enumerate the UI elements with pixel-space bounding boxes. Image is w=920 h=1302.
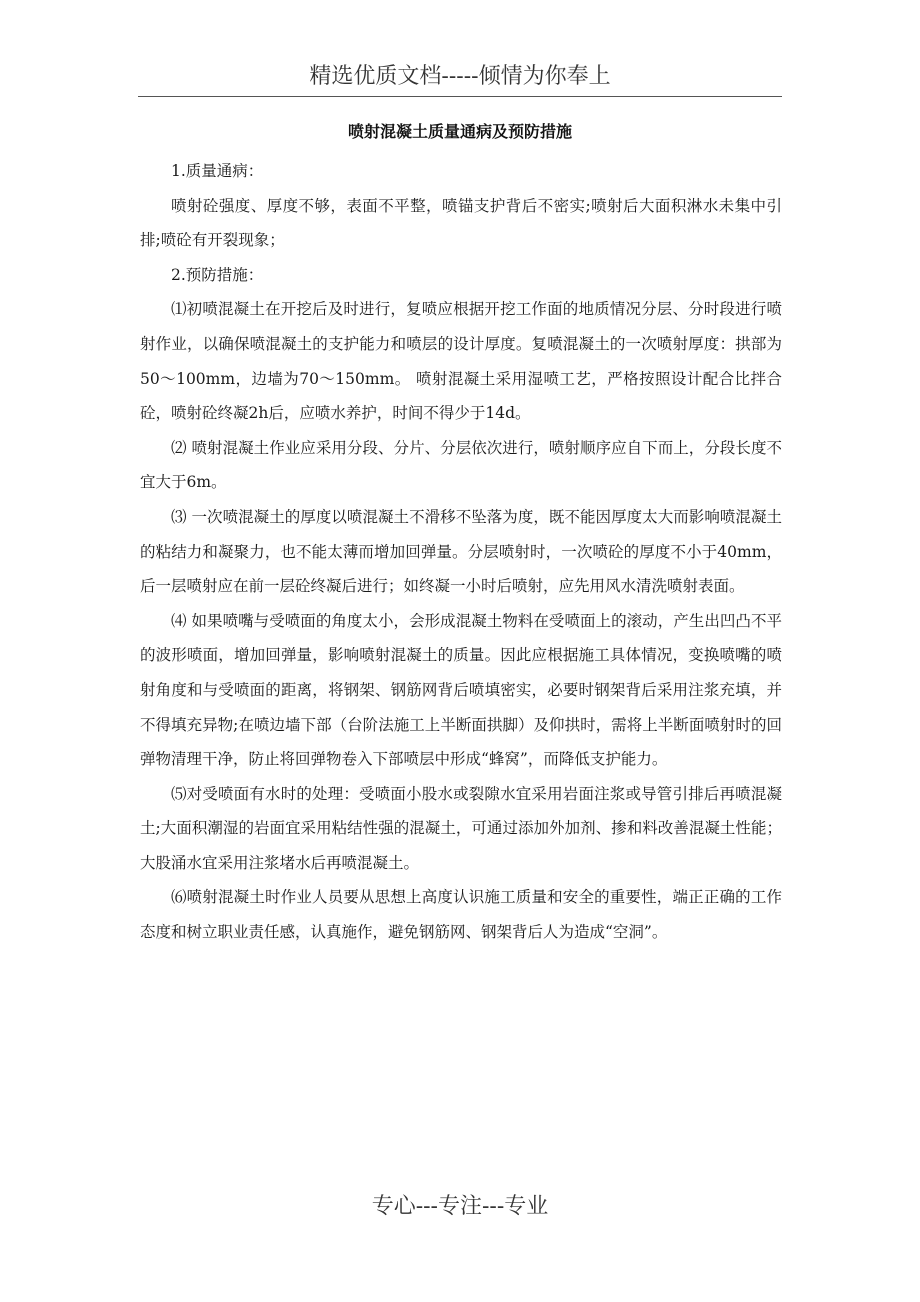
paragraph-measure-5: ⑸对受喷面有水时的处理：受喷面小股水或裂隙水宜采用岩面注浆或导管引排后再喷混凝土;大面积潮湿的岩面宜采用粘结性强的混凝土，可通过添加外加剂、掺和料改善混凝土性能；大股涌水宜采用注浆堵水后再喷混凝土。: [140, 784, 782, 872]
document-title: 喷射混凝土质量通病及预防措施: [347, 122, 572, 141]
section-heading-defects: 1.质量通病：: [171, 162, 264, 180]
paragraph-measure-2: ⑵ 喷射混凝土作业应采用分段、分片、分层依次进行，喷射顺序应自下而上，分段长度不宜大于6m。: [140, 438, 782, 492]
page-header: 精选优质文档-----倾情为你奉上: [138, 62, 782, 97]
paragraph-measure-6: ⑹喷射混凝土时作业人员要从思想上高度认识施工质量和安全的重要性，端正正确的工作态度和树立职业责任感，认真施作，避免钢筋网、钢架背后人为造成“空洞”。: [140, 888, 782, 942]
page-footer: 专心---专注---专业: [371, 1194, 549, 1219]
document-body: [140, 154, 782, 950]
section-heading-measures: 2.预防措施：: [171, 265, 264, 284]
paragraph-measure-4: ⑷ 如果喷嘴与受喷面的角度太小，会形成混凝土物料在受喷面上的滚动，产生出凹凸不平的波形喷面，增加回弹量，影响喷射混凝土的质量。因此应根据施工具体情况，变换喷嘴的喷射角度和与受喷面的距离，将钢架、钢筋网背后喷填密实，必要时钢架背后采用注浆充填，并不得填充异物;在喷边墙下部（台阶法施工上半断面拱脚）及仰拱时，需将上半断面喷射时的回弹物清理干净，防止将回弹物卷入下部喷层中形成“蜂窝”，而降低支护能力。: [140, 611, 782, 769]
paragraph-defects: 喷射砼强度、厚度不够，表面不平整，喷锚支护背后不密实;喷射后大面积淋水未集中引排;喷砼有开裂现象；: [140, 196, 782, 250]
paragraph-measure-1: ⑴初喷混凝土在开挖后及时进行，复喷应根据开挖工作面的地质情况分层、分时段进行喷射作业，以确保喷混凝土的支护能力和喷层的设计厚度。复喷混凝土的一次喷射厚度：拱部为50～100mm，边墙为70～150mm。 喷射混凝土采用湿喷工艺，严格按照设计配合比拌合砼，喷射砼终凝2h后，应喷水养护，时间不得少于14d。: [140, 300, 782, 423]
paragraph-measure-3: ⑶ 一次喷混凝土的厚度以喷混凝土不滑移不坠落为度，既不能因厚度太大而影响喷混凝土的粘结力和凝聚力，也不能太薄而增加回弹量。分层喷射时，一次喷砼的厚度不小于40mm，后一层喷射应在前一层砼终凝后进行；如终凝一小时后喷射，应先用风水清洗喷射表面。: [140, 507, 782, 596]
